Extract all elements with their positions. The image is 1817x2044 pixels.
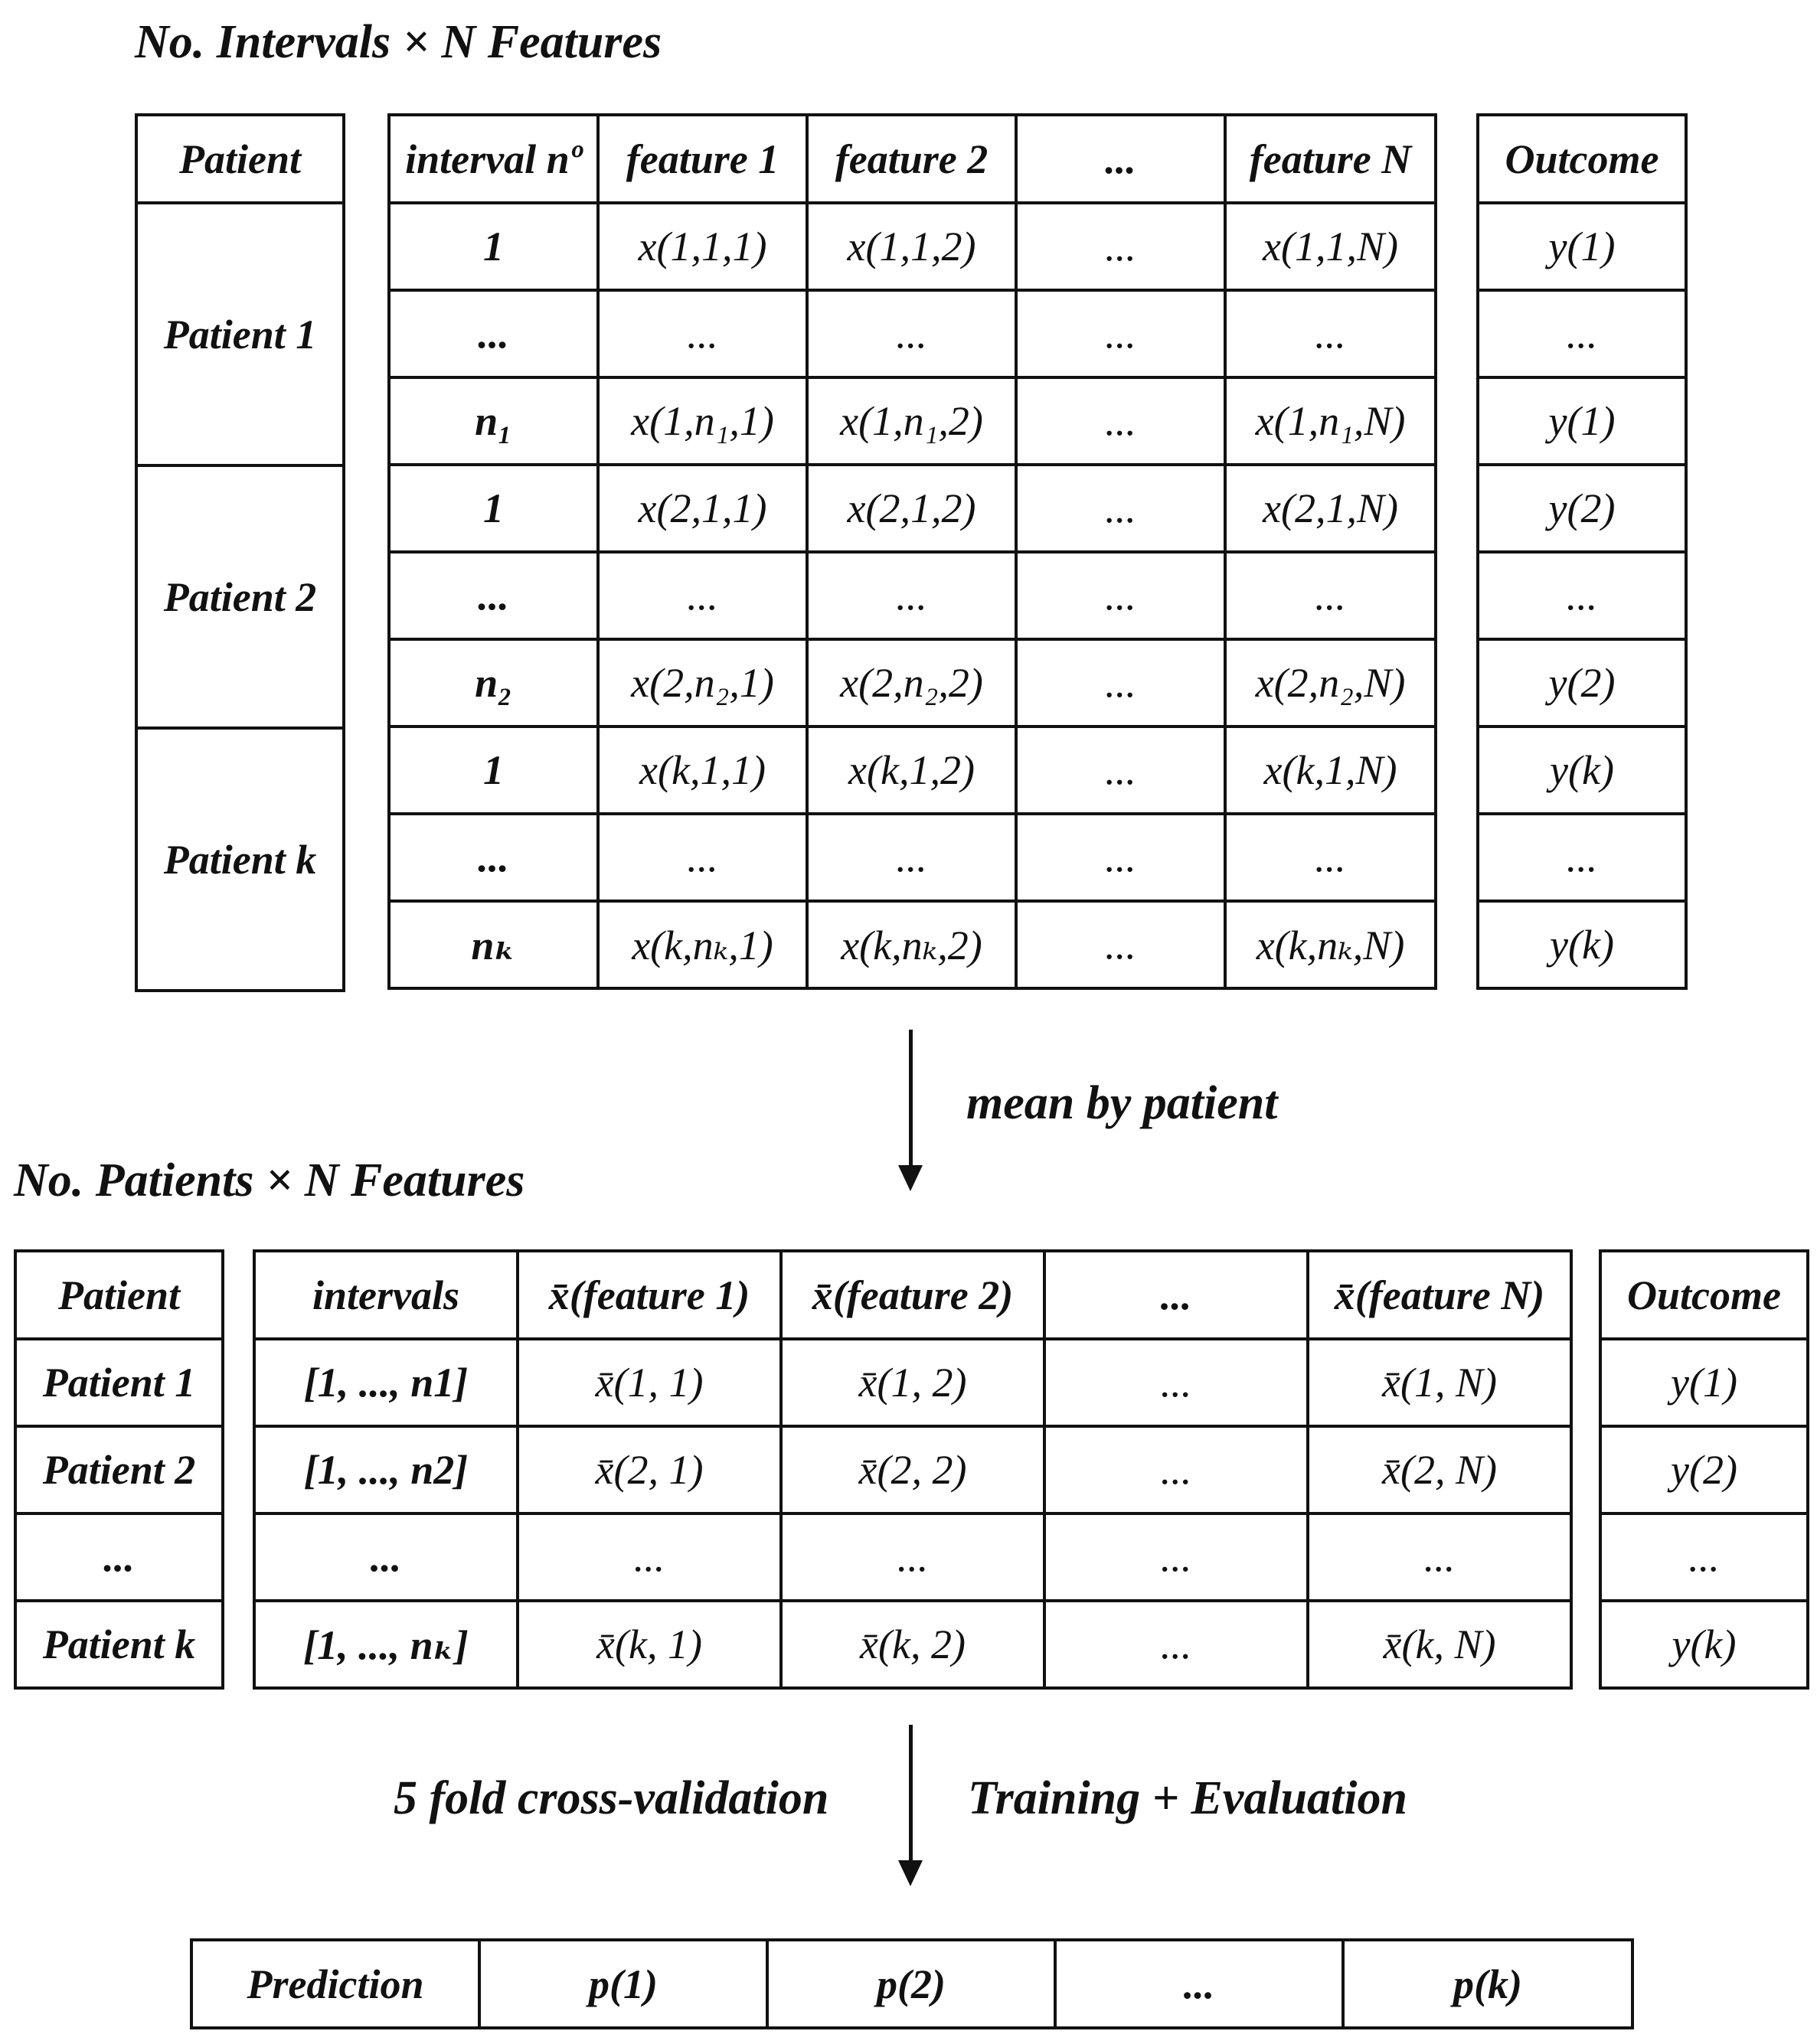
- mid-header-mean-feature: ...: [1044, 1251, 1308, 1339]
- top-cell: ...: [807, 552, 1016, 639]
- prediction-header: Prediction: [191, 1940, 479, 2028]
- top-cell: ...: [1016, 901, 1225, 988]
- top-cell: x(k,nₖ,2): [807, 901, 1016, 988]
- mid-patient-cell: Patient k: [15, 1601, 223, 1688]
- top-cell: ...: [1225, 552, 1436, 639]
- mid-cell: ...: [1044, 1426, 1308, 1513]
- mid-header-mean-feature: x̄(feature 2): [781, 1251, 1044, 1339]
- top-cell: x(1,n₁,2): [807, 377, 1016, 465]
- top-outcome-cell: ...: [1478, 552, 1686, 639]
- top-header-interval: interval nº: [389, 115, 598, 203]
- top-outcome-cell: ...: [1478, 814, 1686, 901]
- top-cell: ...: [598, 552, 807, 639]
- prediction-cell: p(1): [479, 1940, 767, 2028]
- top-header-feature: ...: [1016, 115, 1225, 203]
- prediction-table: [190, 1938, 1634, 2029]
- mid-patient-cell: Patient 2: [15, 1426, 223, 1513]
- mid-cell-intervals: [1, ..., n1]: [254, 1339, 518, 1426]
- top-outcome-cell: ...: [1478, 290, 1686, 377]
- top-cell: x(2,1,N): [1225, 465, 1436, 552]
- top-cell: ...: [807, 814, 1016, 901]
- mid-cell: x̄(1, N): [1308, 1339, 1571, 1426]
- mid-table-title: No. Patients × N Features: [14, 1154, 525, 1206]
- top-cell: ...: [1016, 639, 1225, 727]
- mid-outcome-table: [1599, 1249, 1809, 1690]
- mid-cell: ...: [1044, 1601, 1308, 1688]
- top-cell-interval: 1: [389, 203, 598, 290]
- top-cell-interval: ...: [389, 814, 598, 901]
- top-cell: x(2,n₂,1): [598, 639, 807, 727]
- prediction-cell: ...: [1055, 1940, 1343, 2028]
- top-cell: ...: [1016, 203, 1225, 290]
- mid-cell: ...: [518, 1513, 781, 1601]
- mid-cell: ...: [1044, 1513, 1308, 1601]
- arrow-1-shaft: [909, 1030, 913, 1175]
- mid-patient-cell: Patient 1: [15, 1339, 223, 1426]
- mid-outcome-cell: y(k): [1600, 1601, 1808, 1688]
- mid-header-intervals: intervals: [254, 1251, 518, 1339]
- top-cell: x(k,1,N): [1225, 727, 1436, 814]
- top-cell: ...: [1016, 727, 1225, 814]
- top-cell-interval: ...: [389, 290, 598, 377]
- mid-cell-intervals: [1, ..., n2]: [254, 1426, 518, 1513]
- top-cell: ...: [1016, 290, 1225, 377]
- top-outcome-header: Outcome: [1478, 115, 1686, 203]
- top-patient-group: Patient k: [136, 728, 344, 991]
- mid-outcome-cell: y(1): [1600, 1339, 1808, 1426]
- top-cell: x(1,1,2): [807, 203, 1016, 290]
- arrow-2-head: [898, 1860, 923, 1886]
- top-cell: x(1,n₁,1): [598, 377, 807, 465]
- top-cell: x(1,1,1): [598, 203, 807, 290]
- mid-header-mean-feature: x̄(feature N): [1308, 1251, 1571, 1339]
- top-cell: ...: [598, 290, 807, 377]
- mid-outcome-header: Outcome: [1600, 1251, 1808, 1339]
- top-cell-interval: n₁: [389, 377, 598, 465]
- mid-header-mean-feature: x̄(feature 1): [518, 1251, 781, 1339]
- top-patient-table: [135, 113, 345, 992]
- top-cell: x(k,nₖ,N): [1225, 901, 1436, 988]
- top-outcome-cell: y(k): [1478, 901, 1686, 988]
- top-cell-interval: 1: [389, 727, 598, 814]
- mid-patient-cell: ...: [15, 1513, 223, 1601]
- top-cell-interval: ...: [389, 552, 598, 639]
- prediction-cell: p(2): [767, 1940, 1055, 2028]
- top-table-title: No. Intervals × N Features: [135, 16, 662, 68]
- mid-patient-header: Patient: [15, 1251, 223, 1339]
- mid-cell: x̄(1, 2): [781, 1339, 1044, 1426]
- top-patient-group: Patient 2: [136, 465, 344, 728]
- top-cell: ...: [598, 814, 807, 901]
- top-cell-interval: n₂: [389, 639, 598, 727]
- top-cell-interval: nₖ: [389, 901, 598, 988]
- top-header-feature: feature N: [1225, 115, 1436, 203]
- top-cell: x(k,nₖ,1): [598, 901, 807, 988]
- top-cell: ...: [1016, 377, 1225, 465]
- mid-cell: x̄(k, 1): [518, 1601, 781, 1688]
- mid-cell-intervals: ...: [254, 1513, 518, 1601]
- mid-cell: ...: [781, 1513, 1044, 1601]
- arrow-1-head: [898, 1165, 923, 1191]
- top-cell: ...: [1016, 465, 1225, 552]
- mid-cell-intervals: [1, ..., nₖ]: [254, 1601, 518, 1688]
- mid-cell: x̄(k, N): [1308, 1601, 1571, 1688]
- top-cell-interval: 1: [389, 465, 598, 552]
- top-cell: x(2,n₂,N): [1225, 639, 1436, 727]
- top-outcome-cell: y(1): [1478, 203, 1686, 290]
- mid-cell: x̄(2, 2): [781, 1426, 1044, 1513]
- arrow-2-right-label: Training + Evaluation: [968, 1772, 1407, 1824]
- top-cell: ...: [1225, 290, 1436, 377]
- top-cell: x(1,1,N): [1225, 203, 1436, 290]
- mid-outcome-cell: y(2): [1600, 1426, 1808, 1513]
- mid-cell: x̄(k, 2): [781, 1601, 1044, 1688]
- mid-feature-table: [253, 1249, 1573, 1690]
- top-cell: x(1,n₁,N): [1225, 377, 1436, 465]
- top-cell: x(2,1,2): [807, 465, 1016, 552]
- top-outcome-cell: y(1): [1478, 377, 1686, 465]
- top-cell: x(2,n₂,2): [807, 639, 1016, 727]
- top-cell: ...: [1016, 814, 1225, 901]
- top-outcome-cell: y(k): [1478, 727, 1686, 814]
- top-cell: x(k,1,2): [807, 727, 1016, 814]
- arrow-2-left-label: 5 fold cross-validation: [394, 1772, 829, 1824]
- mid-patient-table: [14, 1249, 224, 1690]
- prediction-cell: p(k): [1343, 1940, 1632, 2028]
- arrow-1-label: mean by patient: [966, 1077, 1278, 1129]
- top-cell: x(2,1,1): [598, 465, 807, 552]
- top-cell: x(k,1,1): [598, 727, 807, 814]
- top-outcome-table: [1476, 113, 1688, 990]
- top-feature-table: [387, 113, 1437, 990]
- mid-cell: x̄(2, 1): [518, 1426, 781, 1513]
- top-outcome-cell: y(2): [1478, 465, 1686, 552]
- mid-cell: ...: [1044, 1339, 1308, 1426]
- arrow-2-shaft: [909, 1725, 913, 1870]
- mid-cell: x̄(1, 1): [518, 1339, 781, 1426]
- mid-cell: ...: [1308, 1513, 1571, 1601]
- top-patient-group: Patient 1: [136, 203, 344, 465]
- top-header-feature: feature 2: [807, 115, 1016, 203]
- top-cell: ...: [1225, 814, 1436, 901]
- top-cell: ...: [807, 290, 1016, 377]
- top-patient-header: Patient: [136, 115, 344, 203]
- mid-outcome-cell: ...: [1600, 1513, 1808, 1601]
- top-cell: ...: [1016, 552, 1225, 639]
- mid-cell: x̄(2, N): [1308, 1426, 1571, 1513]
- top-header-feature: feature 1: [598, 115, 807, 203]
- top-outcome-cell: y(2): [1478, 639, 1686, 727]
